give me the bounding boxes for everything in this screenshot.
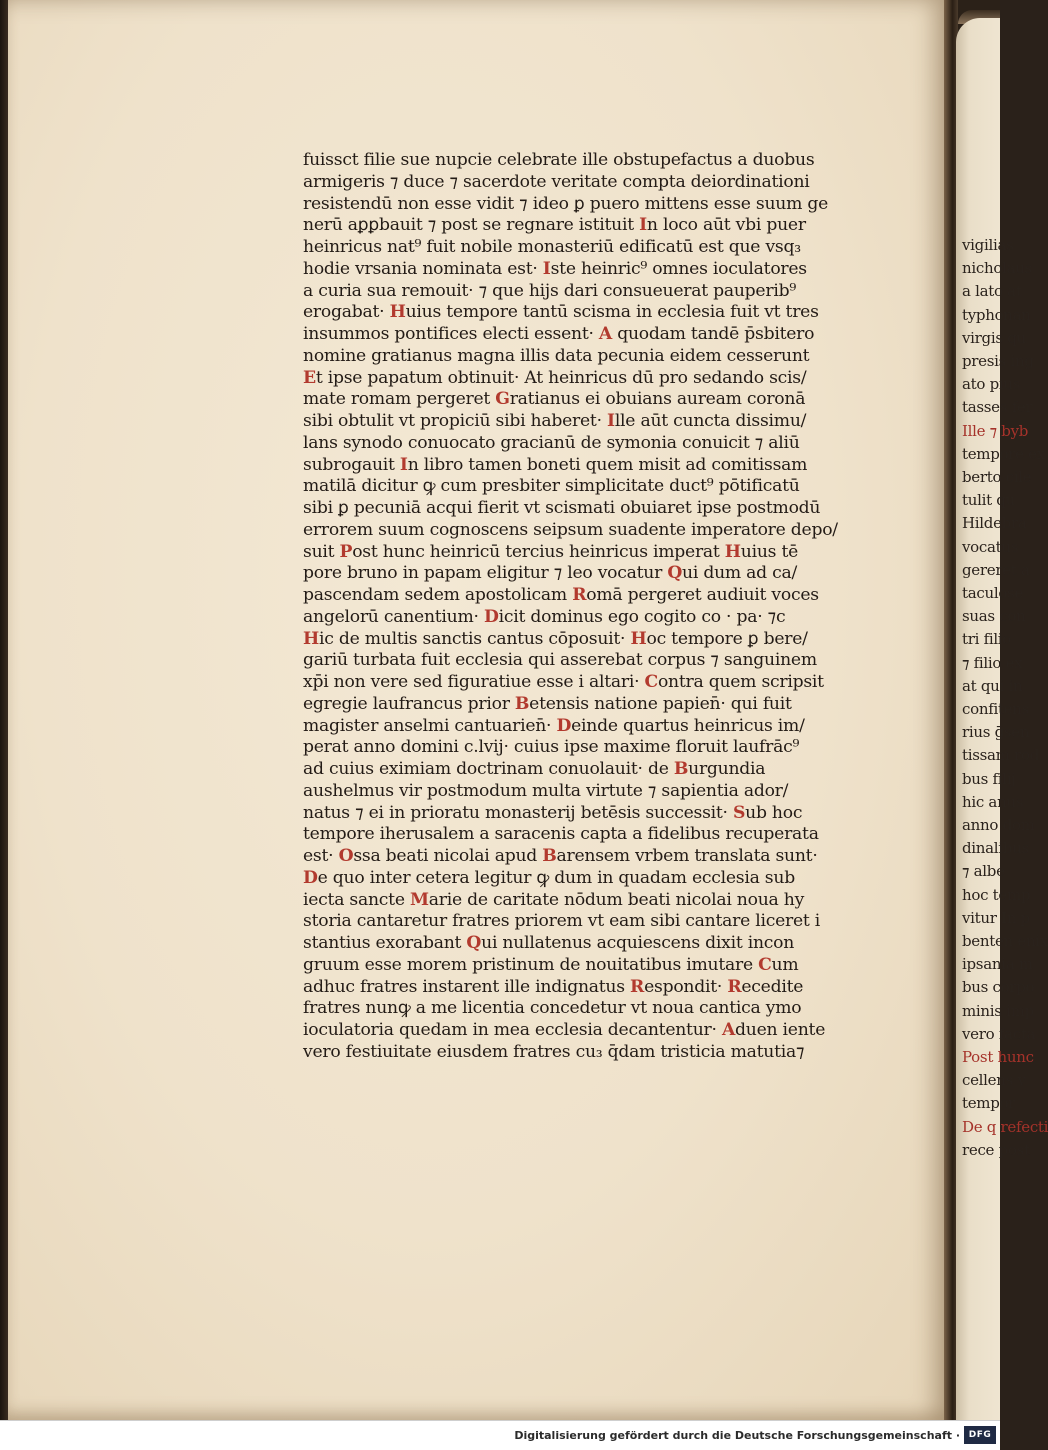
rubricated-initial: P	[339, 541, 353, 562]
facing-page-text: hic anus	[962, 792, 1024, 811]
facing-page-text: ato pius	[962, 375, 1021, 394]
text-run: heinricus nat⁹ fuit nobile monasteriū edificatū est que vsq₃	[303, 237, 801, 257]
facing-page-text: tasses fer	[962, 398, 1033, 417]
text-run: stantius exorabant	[303, 933, 467, 953]
text-line	[303, 1042, 848, 1064]
text-run: a curia sua remouit· ⁊ que hijs dari consueuerat pauperib⁹	[303, 280, 796, 301]
facing-page-text: minis imp	[962, 1001, 1034, 1020]
facing-page-text: cellens v	[962, 1071, 1026, 1090]
text-run: insummos pontifices electi essent·	[303, 324, 599, 344]
rubricated-initial: R	[572, 585, 587, 605]
text-run: fratres nunꝙ a me licentia concedetur vt noua cantica ymo	[303, 998, 802, 1019]
text-run: natus ⁊ ei in prioratu monasterij betēsis successit·	[303, 802, 733, 823]
rubricated-initial: B	[514, 693, 530, 714]
facing-page-text: bus filij	[962, 769, 1016, 788]
footer-bar	[0, 1420, 1000, 1450]
rubricated-initial: O	[338, 846, 354, 866]
text-run: ratianus ei obuians auream coronā	[509, 389, 806, 410]
text-line	[303, 455, 848, 477]
rubricated-initial: R	[630, 976, 645, 997]
rubricated-initial: C	[758, 954, 772, 975]
facing-page-text: a lato at	[962, 282, 1022, 301]
text-run: ioculatoria quedam in mea ecclesia decantentur·	[303, 1020, 722, 1040]
rubricated-initial: D	[303, 867, 318, 888]
text-run: subrogauit	[303, 454, 400, 475]
facing-page-text: berto cile	[962, 468, 1032, 486]
facing-page	[956, 18, 1048, 1420]
text-run: ste heinric⁹ omnes ioculatores	[550, 258, 807, 279]
rubricated-initial: B	[673, 759, 689, 779]
text-run: lle aūt cuncta dissimu/	[614, 411, 807, 431]
text-run: ic de multis sanctis cantus cōposuit·	[319, 628, 631, 649]
text-run: magister anselmi cantuarien̄·	[303, 715, 557, 736]
text-line	[303, 890, 848, 912]
text-run: tempore iherusalem a saracenis capta a fidelibus recuperata	[303, 824, 819, 845]
text-line	[303, 977, 848, 999]
text-run: suit	[303, 541, 340, 562]
text-run: um	[771, 954, 799, 975]
text-run: n libro tamen boneti quem misit ad comitissam	[407, 454, 808, 475]
text-line	[303, 803, 848, 825]
facing-page-text: vero facta	[962, 1024, 1036, 1043]
facing-page-text: presis ing	[962, 352, 1034, 370]
rubricated-initial: R	[727, 976, 742, 997]
text-run: lans synodo conuocato gracianū de symonia conuicit ⁊ aliū	[303, 432, 800, 453]
text-line	[303, 824, 848, 846]
text-run: uius tē	[740, 541, 799, 562]
text-run: aushelmus vir postmodum multa virtute ⁊ sapientia ador/	[303, 780, 789, 801]
rubricated-initial: I	[542, 258, 551, 279]
text-run: ontra quem scripsit	[657, 672, 824, 692]
text-run: mate romam pergeret	[303, 389, 496, 410]
facing-page-text: typhonan	[962, 305, 1031, 324]
rubricated-initial: H	[389, 302, 406, 323]
rubricated-initial: A	[721, 1020, 736, 1040]
text-run: t ipse papatum obtinuit· At heinricus dū pro sedando scis/	[315, 367, 807, 388]
facing-page-text: bus corpo	[962, 978, 1035, 997]
text-run: uius tempore tantū scisma in ecclesia fuit vt tres	[405, 302, 819, 323]
facing-page-text: dinalibus	[962, 839, 1029, 858]
text-line	[303, 411, 848, 433]
facing-page-text: rius ḡsen	[962, 723, 1030, 742]
text-line	[303, 150, 848, 172]
text-line	[303, 672, 848, 694]
text-line	[303, 194, 848, 216]
rubricated-initial: Q	[466, 933, 482, 953]
text-line	[303, 476, 848, 498]
text-line	[303, 694, 848, 716]
text-run: ub hoc	[745, 802, 803, 823]
rubricated-initial: Q	[667, 563, 683, 584]
text-line	[303, 324, 848, 346]
facing-page-text: Hildebra	[962, 514, 1027, 533]
facing-page-text: Ille ⁊ byb	[962, 421, 1029, 440]
facing-page-text: benten enix	[962, 932, 1048, 950]
text-line	[303, 998, 848, 1020]
text-run: erogabat·	[303, 302, 390, 323]
facing-page-text: gereret a	[962, 560, 1030, 579]
rubricated-initial: D	[556, 715, 572, 736]
rubricated-initial: B	[542, 846, 557, 866]
text-run: etensis natione papien̄· qui fuit	[529, 693, 792, 714]
text-line	[303, 368, 848, 390]
text-run: n loco aūt vbi puer	[646, 215, 806, 236]
text-run: adhuc fratres instarent ille indignatus	[303, 976, 631, 997]
text-line	[303, 911, 848, 933]
facing-page-text: rece post	[962, 1140, 1030, 1159]
text-line	[303, 716, 848, 738]
rubricated-initial: H	[724, 541, 741, 562]
text-run: gariū turbata fuit ecclesia qui asserebat corpus ⁊ sanguinem	[303, 650, 817, 671]
facing-page-text: vitur In p	[962, 908, 1030, 927]
text-line	[303, 389, 848, 411]
text-line	[303, 868, 848, 890]
facing-page-text: nicholaus	[962, 259, 1032, 278]
rubricated-initial: A	[598, 324, 613, 344]
text-run: ui nullatenus acquiescens dixit incon	[481, 933, 795, 953]
text-line	[303, 759, 848, 781]
text-run: storia cantaretur fratres priorem vt eam sibi cantare liceret i	[303, 911, 821, 932]
dfg-logo: DFG	[964, 1426, 996, 1444]
rubricated-initial: I	[607, 411, 615, 431]
text-run: angelorū canentium·	[303, 606, 484, 627]
text-run: arensem vrbem translata sunt·	[556, 846, 818, 866]
text-line	[303, 846, 848, 868]
text-run: matilā dicitur ꝙ cum presbiter simplicitate duct⁹ pōtificatū	[303, 476, 800, 497]
text-run: espondit·	[644, 976, 728, 997]
text-run: perat anno domini c.lvij· cuius ipse maxime floruit laufrāc⁹	[303, 737, 800, 758]
text-run: armigeris ⁊ duce ⁊ sacerdote veritate compta deiordinationi	[303, 171, 810, 192]
text-run: pascendam sedem apostolicam	[303, 585, 573, 605]
text-line	[303, 281, 848, 303]
text-run: arie de caritate nōdum beati nicolai noua hy	[428, 889, 805, 910]
text-run: e quo inter cetera legitur ꝙ dum in quadam ecclesia sub	[317, 867, 795, 888]
rubricated-initial: M	[409, 889, 429, 910]
text-line	[303, 629, 848, 651]
text-run: sibi obtulit vt propiciū sibi haberet·	[303, 411, 608, 431]
text-line	[303, 607, 848, 629]
text-run: duen iente	[735, 1020, 826, 1040]
funding-credit: Digitalisierung gefördert durch die Deutsche Forschungsgemeinschaft ·	[514, 1429, 960, 1442]
rubricated-initial: D	[483, 606, 499, 627]
text-run: est·	[303, 846, 339, 866]
facing-page-text: ⁊ albe	[962, 862, 1005, 881]
text-run: icit dominus ego cogito co · pa· ⁊c	[498, 606, 786, 627]
rubricated-initial: E	[303, 367, 316, 388]
text-line	[303, 542, 848, 564]
text-line	[303, 1020, 848, 1042]
facing-page-text: tri filio	[962, 630, 1012, 649]
rubricated-initial: G	[495, 389, 510, 410]
rubricated-initial: S	[732, 802, 746, 823]
text-run: ecedite	[741, 976, 804, 997]
text-run: nomine gratianus magna illis data pecunia eidem cesserunt	[303, 345, 810, 366]
text-line	[303, 781, 848, 803]
text-run: quodam tandē p̄sbitero	[612, 324, 815, 344]
facing-page-text: tissam rod	[962, 746, 1039, 765]
facing-page-text: taculose	[962, 584, 1024, 602]
text-run: errorem suum cognoscens seipsum suadente imperatore depo/	[303, 519, 838, 540]
rubricated-initial: H	[303, 628, 319, 649]
text-run: sibi ꝑ pecuniā acqui fierit vt scismati obuiaret ipse postmodū	[303, 498, 821, 518]
text-run: ui dum ad ca/	[682, 563, 798, 584]
rubricated-initial: H	[630, 628, 647, 649]
text-run: urgundia	[688, 759, 766, 779]
text-line	[303, 433, 848, 455]
text-line	[303, 346, 848, 368]
page-edge	[0, 0, 8, 1420]
text-line	[303, 955, 848, 977]
text-line	[303, 215, 848, 237]
facing-page-text: at qui in	[962, 676, 1023, 695]
text-run: ssa beati nicolai apud	[353, 846, 543, 866]
text-line	[303, 237, 848, 259]
facing-page-text: De q refecti	[962, 1117, 1048, 1136]
facing-page-text: tulit qu	[962, 491, 1015, 510]
text-line	[303, 259, 848, 281]
facing-page-text: confitens	[962, 700, 1030, 718]
facing-page-text: vigilias	[962, 236, 1014, 254]
text-run: resistendū non esse vidit ⁊ ideo ꝑ puero mittens esse suum ge	[303, 193, 829, 214]
text-run: ost hunc heinricū tercius heinricus imperat	[352, 541, 725, 562]
facing-page-text: suas con	[962, 607, 1026, 626]
text-line	[303, 172, 848, 194]
text-line	[303, 650, 848, 672]
text-line	[303, 933, 848, 955]
text-run: oc tempore ꝑ bere/	[646, 628, 808, 649]
text-run: nerū aꝑꝑbauit ⁊ post se regnare istituit	[303, 215, 640, 236]
text-run: omā pergeret audiuit voces	[586, 585, 819, 605]
text-run: egregie laufrancus prior	[303, 693, 515, 714]
text-line	[303, 498, 848, 520]
text-run: hodie vrsania nominata est·	[303, 258, 543, 279]
facing-page-text: virgis qu	[962, 328, 1026, 347]
facing-page-text: tempor	[962, 1094, 1016, 1113]
facing-page-text: anno dom	[962, 816, 1035, 834]
text-run: ad cuius eximiam doctrinam conuolauit· de	[303, 759, 674, 779]
text-line	[303, 520, 848, 542]
facing-page-text: tempore ex	[962, 444, 1045, 463]
text-run: fuissct filie sue nupcie celebrate ille obstupefactus a duobus	[303, 150, 815, 170]
text-run: pore bruno in papam eligitur ⁊ leo vocatur	[303, 563, 668, 584]
rubricated-initial: I	[399, 454, 408, 475]
text-run: gruum esse morem pristinum de nouitatibus imutare	[303, 954, 759, 975]
text-line	[303, 737, 848, 759]
text-run: einde quartus heinricus im/	[571, 715, 805, 736]
facing-page-text: ipsania m	[962, 955, 1033, 974]
rubricated-initial: C	[644, 672, 658, 692]
text-column	[303, 150, 848, 1064]
text-line	[303, 302, 848, 324]
facing-page-text: vocatus	[962, 537, 1019, 556]
facing-page-text: ⁊ filio ex	[962, 653, 1023, 672]
rubricated-initial: I	[639, 215, 647, 236]
facing-page-text: Post hunc	[962, 1048, 1034, 1066]
text-run: xp̄i non vere sed figuratiue esse i altari·	[303, 672, 645, 692]
facing-page-text: hoc temp	[962, 885, 1031, 904]
text-run: vero festiuitate eiusdem fratres cu₃ q̄dam tristicia matutia⁊	[303, 1041, 805, 1062]
text-line	[303, 585, 848, 607]
text-line	[303, 563, 848, 585]
text-run: iecta sancte	[303, 889, 410, 910]
